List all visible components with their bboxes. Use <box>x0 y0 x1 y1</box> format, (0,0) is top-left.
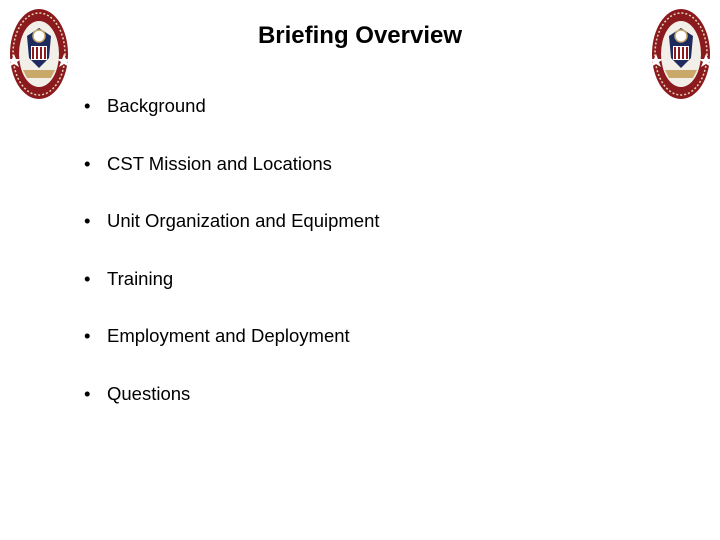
agenda-item <box>84 381 380 407</box>
bullet-marker: • <box>84 267 91 289</box>
agenda-item <box>84 323 380 349</box>
agenda-item <box>84 266 380 292</box>
bullet-marker: • <box>84 382 91 404</box>
unit-seal-icon <box>650 6 712 102</box>
agenda-item-label: Questions <box>107 382 191 404</box>
slide-title: Briefing Overview <box>257 22 463 49</box>
agenda-list <box>84 93 380 439</box>
agenda-item <box>84 151 380 177</box>
agenda-item-label: CST Mission and Locations <box>107 152 332 174</box>
bullet-marker: • <box>84 325 91 347</box>
bullet-marker: • <box>84 152 91 174</box>
agenda-item <box>84 208 380 234</box>
bullet-marker: • <box>84 95 91 116</box>
agenda-item-label: Employment and Deployment <box>107 325 350 347</box>
agenda-item-label: Unit Organization and Equipment <box>107 210 380 232</box>
agenda-item-label: Background <box>107 95 206 116</box>
agenda-item <box>84 93 380 119</box>
bullet-marker: • <box>84 210 91 232</box>
agenda-item-label: Training <box>107 267 174 289</box>
